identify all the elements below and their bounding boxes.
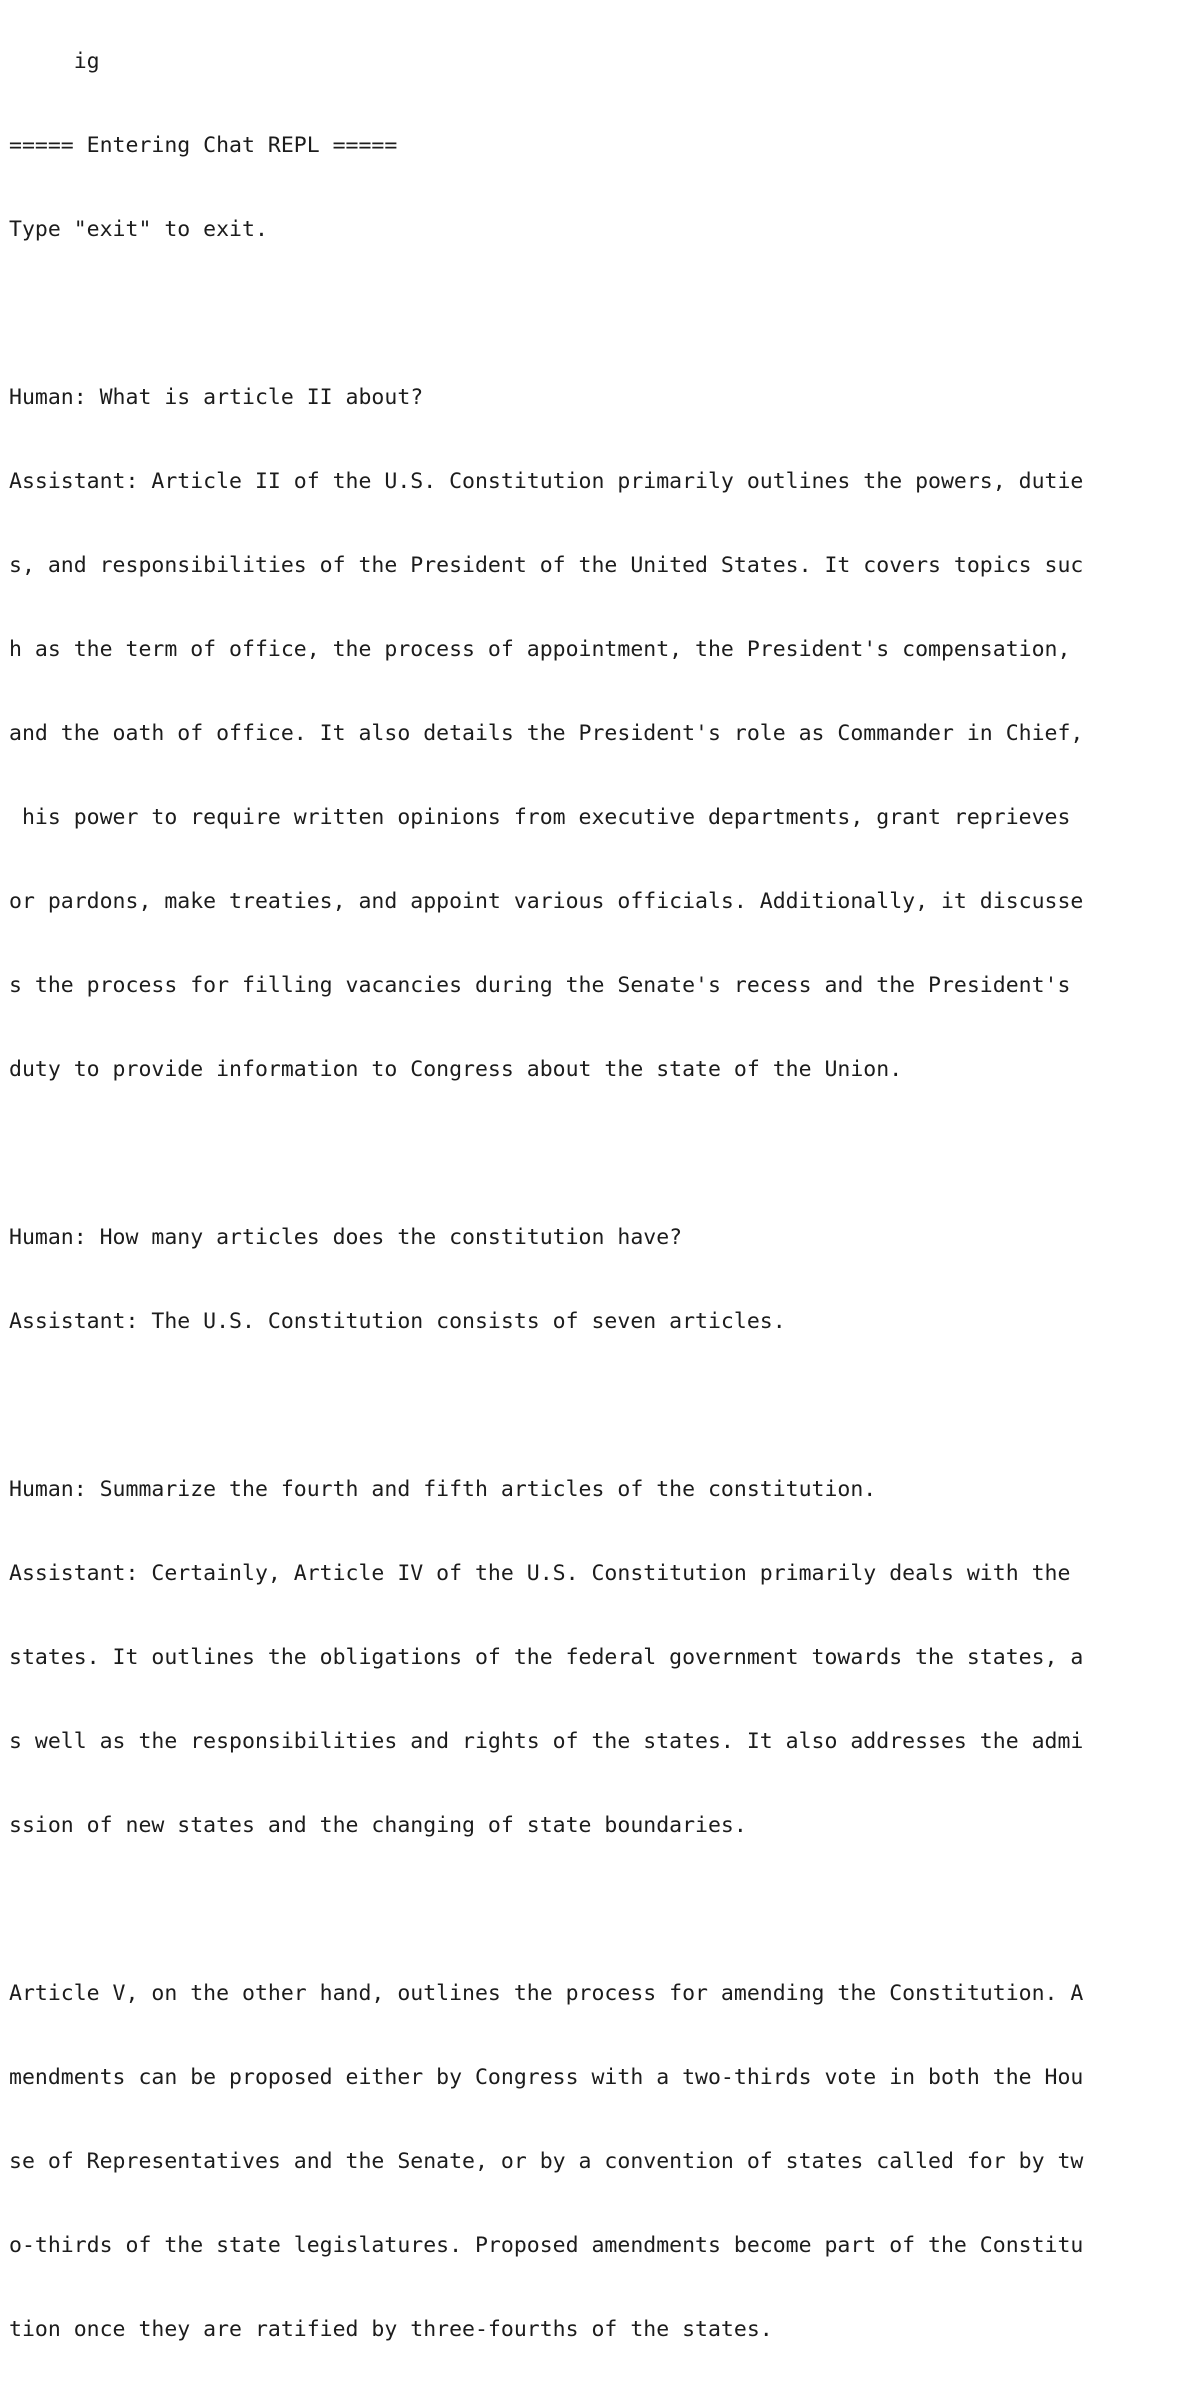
blank-line [9,1392,1083,1420]
assistant-message-line: s well as the responsibilities and rights of the states. It also addresses the admi [9,1729,1084,1754]
assistant-message-line: tion once they are ratified by three-fourths of the states. [9,2317,773,2342]
blank-line [9,1140,1083,1168]
assistant-message-line: duty to provide information to Congress about the state of the Union. [9,1057,903,1082]
terminal-output [9,0,1083,2400]
repl-banner: ===== Entering Chat REPL ===== [9,133,398,158]
assistant-message-line: se of Representatives and the Senate, or by a convention of states called for by tw [9,2149,1084,2174]
assistant-message-line: states. It outlines the obligations of the federal government towards the states, a [9,1645,1084,1670]
assistant-message-line: his power to require written opinions from executive departments, grant reprieves [9,805,1071,830]
assistant-message-line: or pardons, make treaties, and appoint various officials. Additionally, it discusse [9,889,1084,914]
assistant-message-line: Article V, on the other hand, outlines the process for amending the Constitution. A [9,1981,1084,2006]
blank-line [9,300,1083,328]
human-message: Human: How many articles does the constitution have? [9,1225,683,1250]
assistant-message-line: s the process for filling vacancies during the Senate's recess and the President's [9,973,1071,998]
assistant-message-line: Assistant: Certainly, Article IV of the U.S. Constitution primarily deals with the [9,1561,1071,1586]
assistant-message-line: and the oath of office. It also details the President's role as Commander in Chief, [9,721,1084,746]
exit-instruction: Type "exit" to exit. [9,217,268,242]
assistant-message-line: mendments can be proposed either by Congress with a two-thirds vote in both the Hou [9,2065,1084,2090]
assistant-message-line: Assistant: Article II of the U.S. Constitution primarily outlines the powers, dutie [9,469,1084,494]
blank-line [9,1896,1083,1924]
assistant-message-line: s, and responsibilities of the President of the United States. It covers topics suc [9,553,1084,578]
human-message: Human: Summarize the fourth and fifth articles of the constitution. [9,1477,877,1502]
assistant-message-line: ssion of new states and the changing of state boundaries. [9,1813,747,1838]
assistant-message-line: h as the term of office, the process of appointment, the President's compensation, [9,637,1071,662]
assistant-message-line: o-thirds of the state legislatures. Proposed amendments become part of the Constitu [9,2233,1084,2258]
assistant-message-line: Assistant: The U.S. Constitution consists of seven articles. [9,1309,786,1334]
human-message: Human: What is article II about? [9,385,424,410]
terminal-line-partial: ig [9,49,100,74]
